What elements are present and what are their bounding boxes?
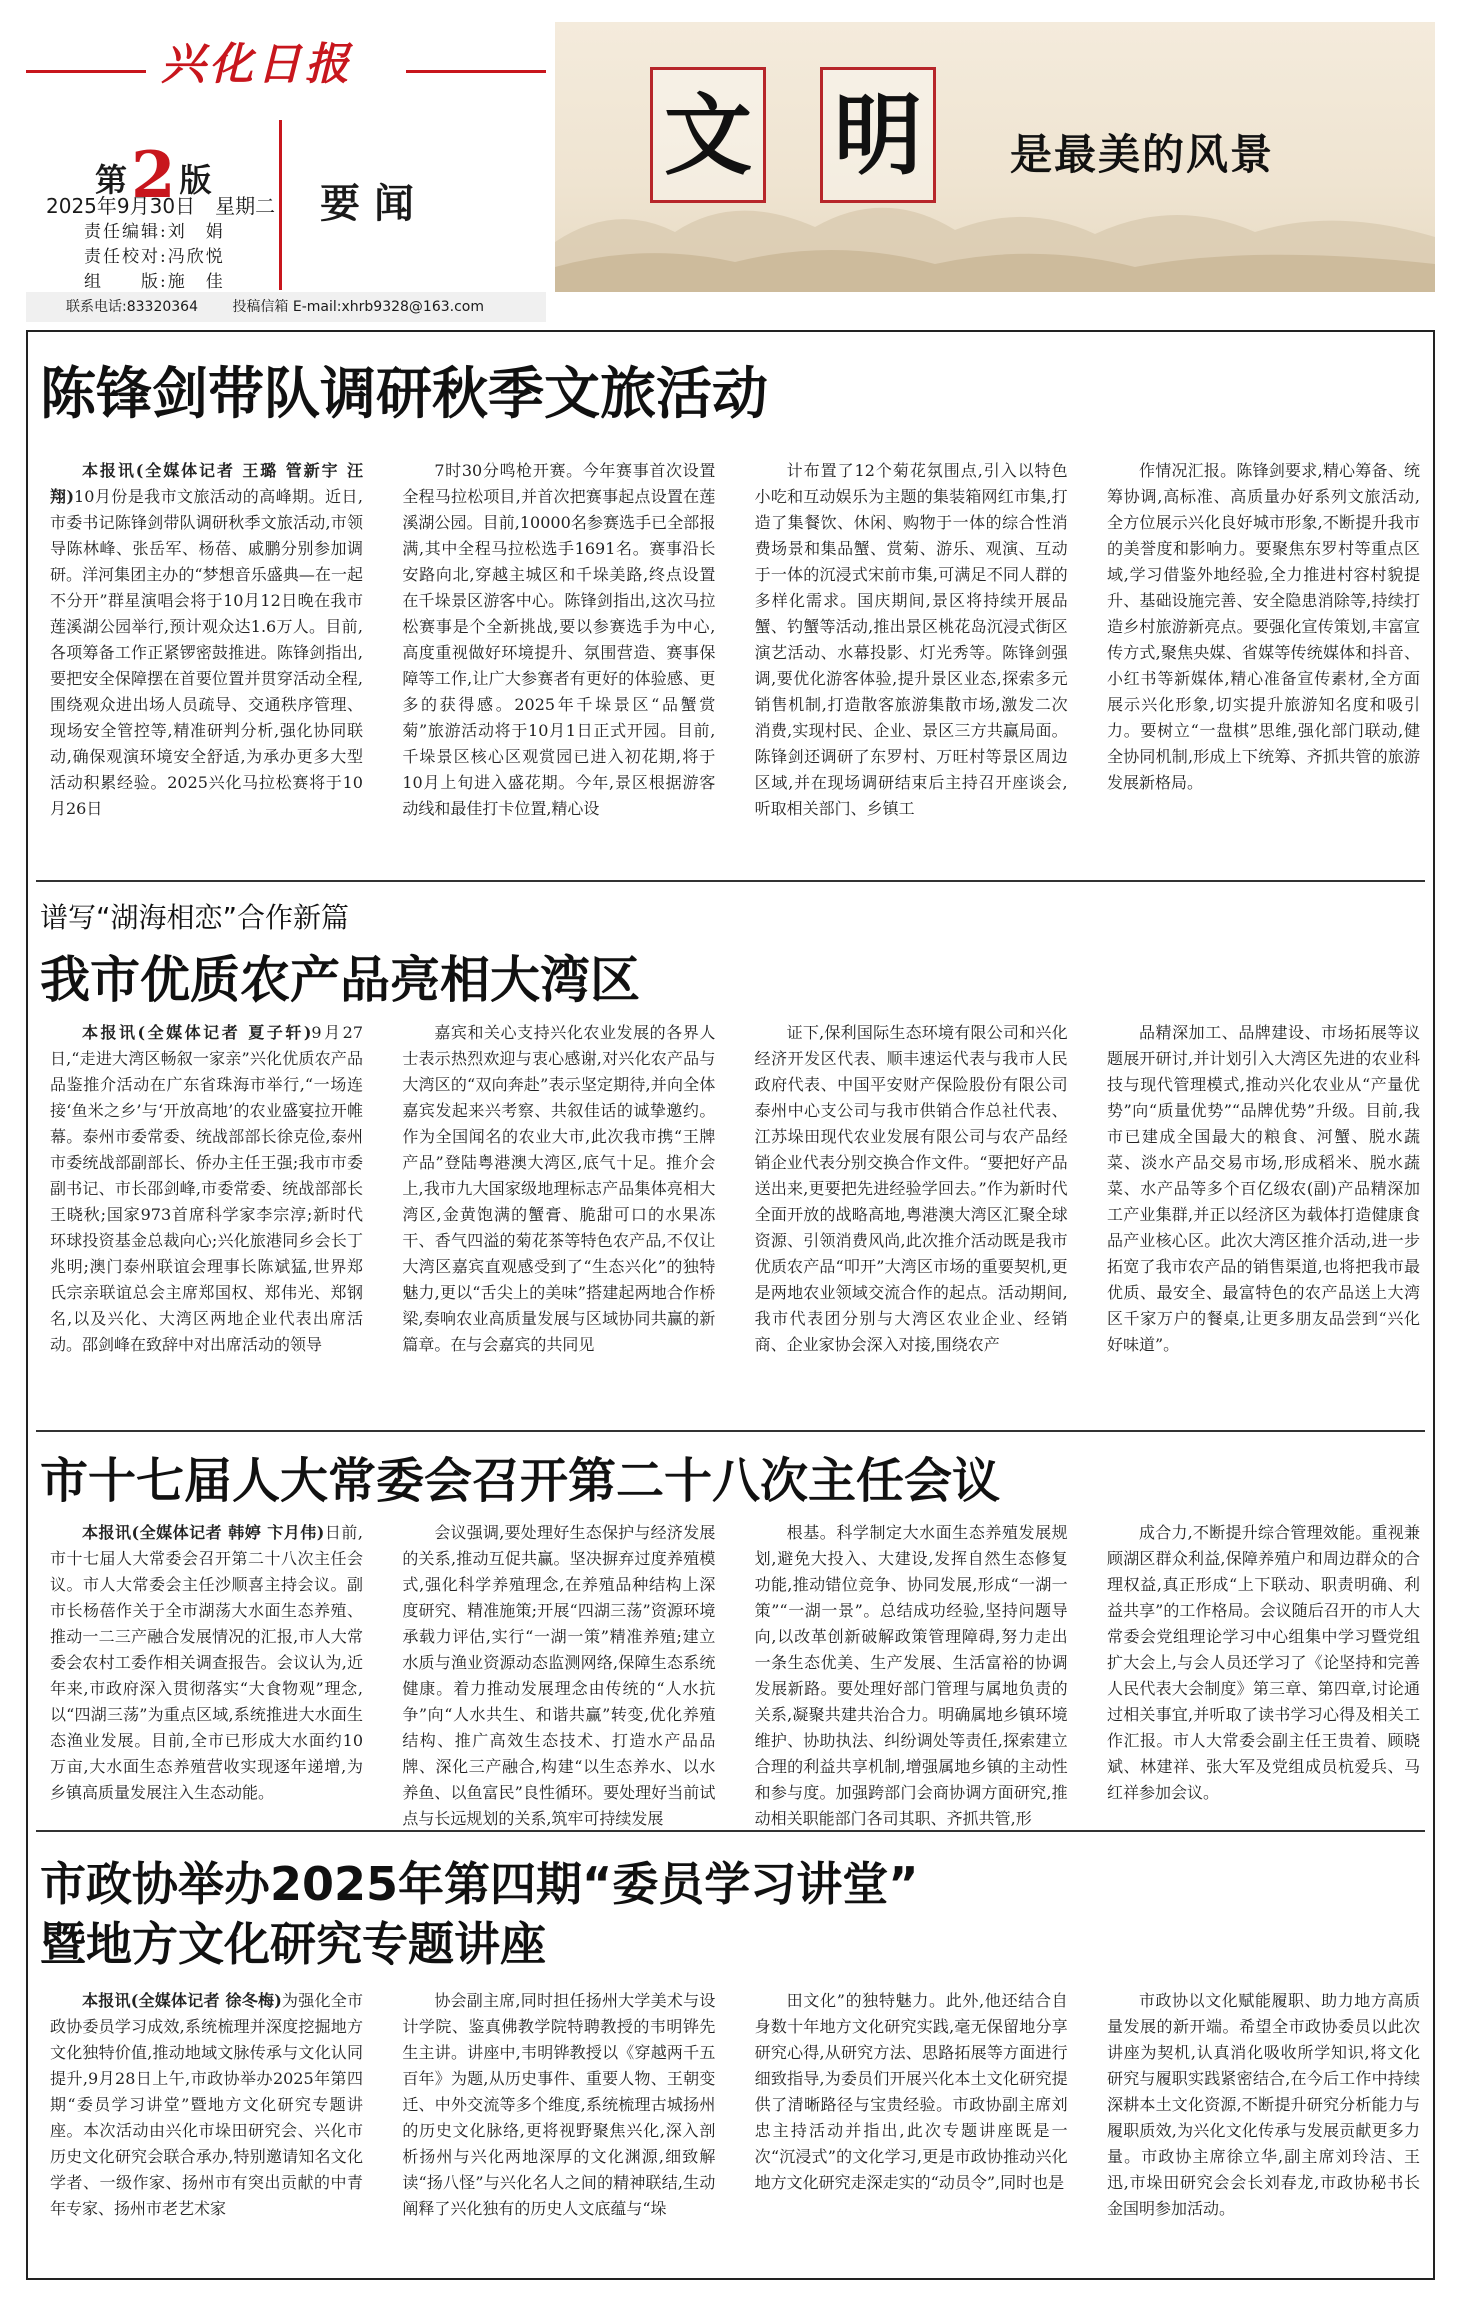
- article-divider: [36, 880, 1425, 882]
- article-3-column-3: 根基。科学制定大水面生态养殖发展规划,避免大投入、大建设,发挥自然生态修复功能,推动错位竞争、协同发展,形成“一湖一策”“一湖一景”。总结成功经验,坚持问题导向,以改革创新破解政策管理障碍,努力走出一条生态优美、生产发展、生活富裕的协调发展新路。要处理好部门管理与属地负责的关系,凝聚共建共治合力。明确属地乡镇环境维护、协助执法、纠纷调处等责任,探索建立合理的利益共享机制,增强属地乡镇的主动性和参与度。加强跨部门会商协调方面研究,推动相关职能部门各司其职、齐抓共管,形: [754, 1523, 1068, 1828]
- issue-date: 2025年9月30日 星期二: [46, 194, 276, 218]
- banner-seal-wen: 文: [650, 67, 766, 203]
- logo-rule-left: [26, 70, 146, 73]
- article-4-column-4: 市政协以文化赋能履职、助力地方高质量发展的新开端。希望全市政协委员以此次讲座为契机,认真消化吸收所学知识,将文化研究与履职实践紧密结合,在今后工作中持续深耕本土文化资源,不断提升研究分析能力与履职质效,为兴化文化传承与发展贡献更多力量。市政协主席徐立华,副主席刘玲洁、王迅,市垛田研究会会长刘春龙,市政协秘书长金国明参加活动。: [1106, 1991, 1420, 2218]
- article-1-column-3: 计布置了12个菊花氛围点,引入以特色小吃和互动娱乐为主题的集装箱网红市集,打造了集餐饮、休闲、购物于一体的综合性消费场景和集品蟹、赏菊、游乐、观演、互动于一体的沉浸式宋前市集,可满足不同人群的多样化需求。国庆期间,景区将持续开展品蟹、钓蟹等活动,推出景区桃花岛沉浸式街区演艺活动、水幕投影、灯光秀等。陈锋剑强调,要优化游客体验,提升景区业态,探索多元销售机制,打造散客旅游集散市场,激发二次消费,实现村民、企业、景区三方共赢局面。陈锋剑还调研了东罗村、万旺村等景区周边区域,并在现场调研结束后主持召开座谈会,听取相关部门、乡镇工: [754, 461, 1068, 818]
- article-4-byline: 本报讯(全媒体记者 徐冬梅): [82, 1991, 282, 2010]
- article-1-column-1: 本报讯(全媒体记者 王璐 管新宇 汪翔)10月份是我市文旅活动的高峰期。近日,市委书记陈锋剑带队调研秋季文旅活动,市领导陈林峰、张岳军、杨蓓、戚鹏分别参加调研。洋河集团主办的“梦想音乐盛典—在一起不分开”群星演唱会将于10月12日晚在我市莲溪湖公园举行,预计观众达1.6万人。目前,各项筹备工作正紧锣密鼓推进。陈锋剑指出,要把安全保障摆在首要位置并贯穿活动全程,围绕观众进出场人员疏导、交通秩序管理、现场安全管控等,精准研判分析,强化协同联动,确保观演环境安全舒适,为承办更多大型活动积累经验。2025兴化马拉松赛将于10月26日: [50, 461, 363, 818]
- article-divider: [36, 1830, 1425, 1832]
- masthead-divider: [279, 120, 282, 290]
- proofreader-credit: 责任校对:冯欣悦: [84, 247, 225, 267]
- edition-label: 第2 版: [95, 138, 212, 213]
- article-4-body: [50, 1988, 1420, 2268]
- civilization-banner: [555, 22, 1435, 292]
- edition-number: 2: [131, 138, 176, 213]
- article-1-title: 陈锋剑带队调研秋季文旅活动: [40, 362, 768, 427]
- paper-name: 兴化日报: [161, 39, 353, 90]
- article-4-column-2: 协会副主席,同时担任扬州大学美术与设计学院、鉴真佛教学院特聘教授的韦明铧先生主讲。讲座中,韦明铧教授以《穿越两千五百年》为题,从历史事件、重要人物、王朝变迁、中外交流等多个维度,系统梳理古城扬州的历史文化脉络,更将视野聚焦兴化,深入剖析扬州与兴化两地深厚的文化渊源,细致解读“扬八怪”与兴化名人之间的精神联结,生动阐释了兴化独有的历史人文底蕴与“垛: [402, 1991, 716, 2218]
- article-2-column-1: 本报讯(全媒体记者 夏子轩)9月27日,“走进大湾区畅叙一家亲”兴化优质农产品品鉴推介活动在广东省珠海市举行,“一场连接‘鱼米之乡’与‘开放高地’的农业盛宴拉开帷幕。泰州市委常委、统战部部长徐克俭,泰州市委统战部副部长、侨办主任王强;我市市委副书记、市长邵剑峰,市委常委、统战部部长王晓秋;国家973首席科学家李宗淳;新时代环球投资基金总裁向心;兴化旅港同乡会长丁兆明;澳门泰州联谊会理事长陈斌猛,世界郑氏宗亲联谊总会主席郑国权、郑伟光、郑钢名,以及兴化、大湾区两地企业代表出席活动。邵剑峰在致辞中对出席活动的领导: [50, 1023, 363, 1354]
- contact-email: 投稿信箱 E-mail:xhrb9328@163.com: [232, 299, 484, 315]
- article-1-byline: 本报讯(全媒体记者 王璐 管新宇 汪翔): [50, 461, 363, 506]
- banner-slogan: 是最美的风景: [1010, 130, 1275, 179]
- layout-credit: 组 版:施 佳: [84, 272, 225, 292]
- contact-phone: 联系电话:83320364: [66, 299, 198, 315]
- paper-logo: [26, 28, 546, 90]
- article-4-column-3: 田文化”的独特魅力。此外,他还结合自身数十年地方文化研究实践,毫无保留地分享研究心得,从研究方法、思路拓展等方面进行细致指导,为委员们开展兴化本土文化研究提供了清晰路径与宝贵经验。市政协副主席刘忠主持活动并指出,此次专题讲座既是一次“沉浸式”的文化学习,更是市政协推动兴化地方文化研究走深走实的“动员令”,同时也是: [754, 1991, 1068, 2192]
- article-2-body: [50, 1020, 1420, 1420]
- masthead: [0, 0, 1459, 315]
- editor-credit: 责任编辑:刘 娟: [84, 222, 225, 242]
- article-1-column-4: 作情况汇报。陈锋剑要求,精心筹备、统筹协调,高标准、高质量办好系列文旅活动,全方位展示兴化良好城市形象,不断提升我市的美誉度和影响力。要聚焦东罗村等重点区域,学习借鉴外地经验,全力推进村容村貌提升、基础设施完善、安全隐患消除等,持续打造乡村旅游新亮点。要强化宣传策划,丰富宣传方式,聚焦央媒、省媒等传统媒体和抖音、小红书等新媒体,精心准备宣传素材,全方面展示兴化形象,切实提升旅游知名度和吸引力。要树立“一盘棋”思维,强化部门联动,健全协同机制,形成上下统筹、齐抓共管的旅游发展新格局。: [1106, 461, 1420, 792]
- article-1-body: [50, 458, 1420, 858]
- article-3-title: 市十七届人大常委会召开第二十八次主任会议: [40, 1453, 1001, 1509]
- article-2-title: 我市优质农产品亮相大湾区: [40, 951, 640, 1009]
- logo-rule-right: [406, 70, 546, 73]
- article-4-column-1: 本报讯(全媒体记者 徐冬梅)为强化全市政协委员学习成效,系统梳理并深度挖掘地方文化独特价值,推动地域文脉传承与文化认同提升,9月28日上午,市政协举办2025年第四期“委员学习讲堂”暨地方文化研究专题讲座。本次活动由兴化市垛田研究会、兴化市历史文化研究会联合承办,特别邀请知名文化学者、一级作家、扬州市有突出贡献的中青年专家、扬州市老艺术家: [50, 1991, 363, 2218]
- article-divider: [36, 1430, 1425, 1432]
- article-2-column-3: 证下,保利国际生态环境有限公司和兴化经济开发区代表、顺丰速运代表与我市人民政府代表、中国平安财产保险股份有限公司泰州中心支公司与我市供销合作总社代表、江苏垛田现代农业发展有限公司与农产品经销企业代表分别交换合作文件。“要把好产品送出来,更要把先进经验学回去。”作为新时代全面开放的战略高地,粤港澳大湾区汇聚全球资源、引领消费风尚,此次推介活动既是我市优质农产品“叩开”大湾区市场的重要契机,更是两地农业领域交流合作的起点。活动期间,我市代表团分别与大湾区农业企业、经销商、企业家协会深入对接,围绕农产: [754, 1023, 1068, 1354]
- article-1-column-2: 7时30分鸣枪开赛。今年赛事首次设置全程马拉松项目,并首次把赛事起点设置在莲溪湖公园。目前,10000名参赛选手已全部报满,其中全程马拉松选手1691名。赛事沿长安路向北,穿越主城区和千垛美路,终点设置在千垛景区游客中心。陈锋剑指出,这次马拉松赛事是个全新挑战,要以参赛选手为中心,高度重视做好环境提升、氛围营造、赛事保障等工作,让广大参赛者有更好的体验感、更多的获得感。2025年千垛景区“品蟹赏菊”旅游活动将于10月1日正式开园。目前,千垛景区核心区观赏园已进入初花期,将于10月上旬进入盛花期。今年,景区根据游客动线和最佳打卡位置,精心设: [402, 461, 716, 818]
- banner-seal-ming: 明: [820, 67, 936, 203]
- article-2-byline: 本报讯(全媒体记者 夏子轩): [82, 1023, 312, 1042]
- article-4-title-line-2: 暨地方文化研究专题讲座: [40, 1917, 546, 1971]
- article-2-kicker: 谱写“湖海相恋”合作新篇: [40, 901, 350, 934]
- article-3-body: [50, 1520, 1420, 1828]
- article-3-column-1: 本报讯(全媒体记者 韩婷 卞月伟)日前,市十七届人大常委会召开第二十八次主任会议。市人大常委会主任沙顺喜主持会议。副市长杨蓓作关于全市湖荡大水面生态养殖、推动一二三产融合发展情况的汇报,市人大常委会农村工委作相关调查报告。会议认为,近年来,市政府深入贯彻落实“大食物观”理念,以“四湖三荡”为重点区域,系统推进大水面生态渔业发展。目前,全市已形成大水面约10万亩,大水面生态养殖营收实现逐年递增,为乡镇高质量发展注入生态动能。: [50, 1523, 363, 1802]
- staff-credits: [84, 220, 225, 295]
- article-3-byline: 本报讯(全媒体记者 韩婷 卞月伟): [82, 1523, 325, 1542]
- article-4-title-line-1: 市政协举办2025年第四期“委员学习讲堂”: [40, 1857, 919, 1911]
- article-3-column-2: 会议强调,要处理好生态保护与经济发展的关系,推动互促共赢。坚决摒弃过度养殖模式,强化科学养殖理念,在养殖品种结构上深度研究、精准施策;开展“四湖三荡”资源环境承载力评估,实行“一湖一策”精准养殖;建立水质与渔业资源动态监测网络,保障生态系统健康。着力推动发展理念由传统的“人水抗争”向“人水共生、和谐共赢”转变,优化养殖结构、推广高效生态技术、打造水产品品牌、深化三产融合,构建“以生态养水、以水养鱼、以鱼富民”良性循环。要处理好当前试点与长远规划的关系,筑牢可持续发展: [402, 1523, 716, 1828]
- contact-bar: [26, 292, 546, 322]
- article-2-column-4: 品精深加工、品牌建设、市场拓展等议题展开研讨,并计划引入大湾区先进的农业科技与现代管理模式,推动兴化农业从“产量优势”向“质量优势”“品牌优势”升级。目前,我市已建成全国最大的粮食、河蟹、脱水蔬菜、淡水产品交易市场,形成稻米、脱水蔬菜、水产品等多个百亿级农(副)产品精深加工产业集群,并正以经济区为载体打造健康食品产业核心区。此次大湾区推介活动,进一步拓宽了我市农产品的销售渠道,也将把我市最优质、最安全、最富特色的农产品送上大湾区千家万户的餐桌,让更多朋友品尝到“兴化好味道”。: [1106, 1023, 1420, 1354]
- section-title: 要闻: [320, 180, 428, 227]
- article-3-column-4: 成合力,不断提升综合管理效能。重视兼顾湖区群众利益,保障养殖户和周边群众的合理权益,真正形成“上下联动、职责明确、利益共享”的工作格局。会议随后召开的市人大常委会党组理论学习中心组集中学习暨党组扩大会上,与会人员还学习了《论坚持和完善人民代表大会制度》第三章、第四章,讨论通过相关事宜,并听取了读书学习心得及相关工作汇报。市人大常委会副主任王贵着、顾晓斌、林建祥、张大军及党组成员杭爱兵、马红祥参加会议。: [1106, 1523, 1420, 1802]
- article-2-column-2: 嘉宾和关心支持兴化农业发展的各界人士表示热烈欢迎与衷心感谢,对兴化农产品与大湾区的“双向奔赴”表示坚定期待,并向全体嘉宾发起来兴考察、共叙佳话的诚挚邀约。作为全国闻名的农业大市,此次我市携“王牌产品”登陆粤港澳大湾区,底气十足。推介会上,我市九大国家级地理标志产品集体亮相大湾区,金黄饱满的蟹膏、脆甜可口的水果冻干、香气四溢的菊花茶等特色农产品,不仅让大湾区嘉宾直观感受到了“生态兴化”的独特魅力,更以“舌尖上的美味”搭建起两地合作桥梁,奏响农业高质量发展与区域协同共赢的新篇章。在与会嘉宾的共同见: [402, 1023, 716, 1354]
